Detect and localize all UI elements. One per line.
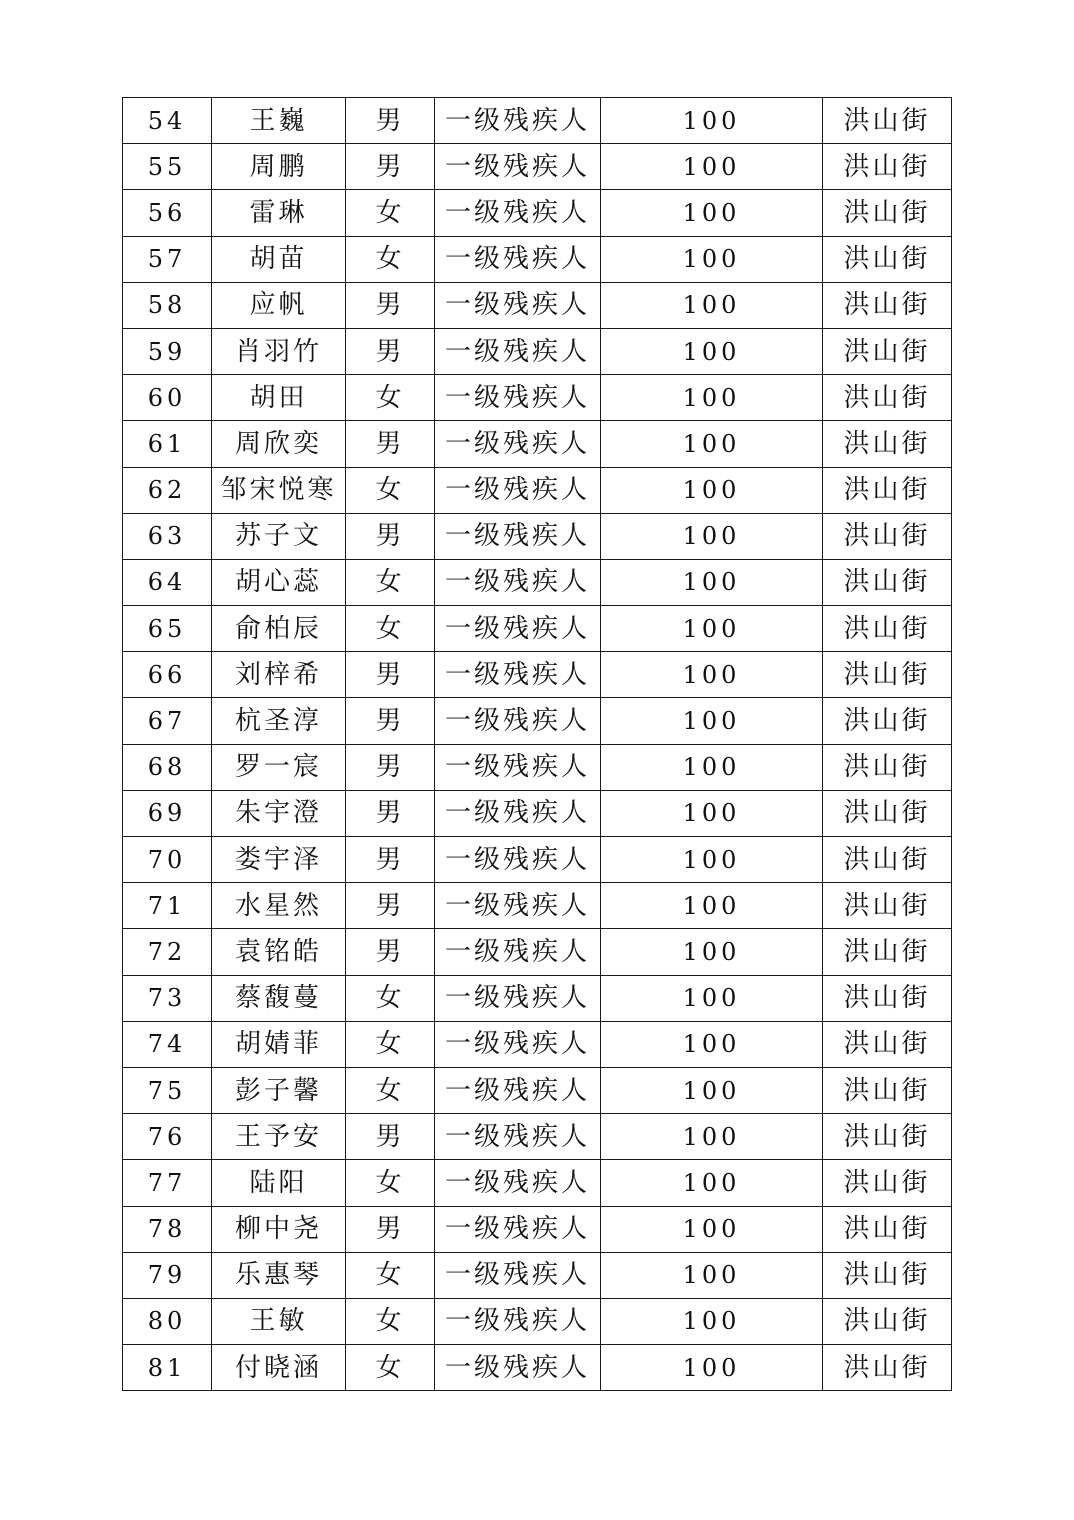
gender-cell: 女 xyxy=(346,190,435,236)
row-number-cell: 77 xyxy=(123,1160,212,1206)
amount-cell: 100 xyxy=(601,1206,823,1252)
table-row xyxy=(123,513,952,559)
gender-cell: 男 xyxy=(346,144,435,190)
category-cell: 一级残疾人 xyxy=(435,1252,601,1298)
gender-cell: 男 xyxy=(346,1206,435,1252)
table-row xyxy=(123,698,952,744)
table-row xyxy=(123,236,952,282)
name-cell: 蔡馥蔓 xyxy=(212,975,346,1021)
name-cell: 杭圣淳 xyxy=(212,698,346,744)
category-cell: 一级残疾人 xyxy=(435,606,601,652)
row-number-cell: 70 xyxy=(123,837,212,883)
category-cell: 一级残疾人 xyxy=(435,421,601,467)
area-cell: 洪山街 xyxy=(823,975,952,1021)
amount-cell: 100 xyxy=(601,1067,823,1113)
table-row xyxy=(123,975,952,1021)
area-cell: 洪山街 xyxy=(823,790,952,836)
row-number-cell: 78 xyxy=(123,1206,212,1252)
name-cell: 王敏 xyxy=(212,1298,346,1344)
area-cell: 洪山街 xyxy=(823,1345,952,1391)
table-row xyxy=(123,1160,952,1206)
gender-cell: 女 xyxy=(346,1298,435,1344)
table-row xyxy=(123,606,952,652)
gender-cell: 女 xyxy=(346,375,435,421)
category-cell: 一级残疾人 xyxy=(435,513,601,559)
category-cell: 一级残疾人 xyxy=(435,98,601,144)
row-number-cell: 68 xyxy=(123,744,212,790)
gender-cell: 女 xyxy=(346,467,435,513)
amount-cell: 100 xyxy=(601,190,823,236)
name-cell: 雷琳 xyxy=(212,190,346,236)
table-row xyxy=(123,375,952,421)
amount-cell: 100 xyxy=(601,1021,823,1067)
category-cell: 一级残疾人 xyxy=(435,559,601,605)
row-number-cell: 69 xyxy=(123,790,212,836)
area-cell: 洪山街 xyxy=(823,1252,952,1298)
amount-cell: 100 xyxy=(601,98,823,144)
table-row xyxy=(123,1114,952,1160)
gender-cell: 女 xyxy=(346,1067,435,1113)
area-cell: 洪山街 xyxy=(823,698,952,744)
category-cell: 一级残疾人 xyxy=(435,1345,601,1391)
table-row xyxy=(123,98,952,144)
table-row xyxy=(123,421,952,467)
amount-cell: 100 xyxy=(601,790,823,836)
name-cell: 王予安 xyxy=(212,1114,346,1160)
category-cell: 一级残疾人 xyxy=(435,698,601,744)
name-cell: 胡田 xyxy=(212,375,346,421)
row-number-cell: 71 xyxy=(123,883,212,929)
roster-table-body xyxy=(123,98,952,1391)
table-row xyxy=(123,652,952,698)
table-row xyxy=(123,282,952,328)
name-cell: 周鹏 xyxy=(212,144,346,190)
amount-cell: 100 xyxy=(601,513,823,559)
row-number-cell: 73 xyxy=(123,975,212,1021)
name-cell: 俞柏辰 xyxy=(212,606,346,652)
amount-cell: 100 xyxy=(601,1345,823,1391)
name-cell: 王巍 xyxy=(212,98,346,144)
amount-cell: 100 xyxy=(601,421,823,467)
row-number-cell: 65 xyxy=(123,606,212,652)
table-row xyxy=(123,190,952,236)
category-cell: 一级残疾人 xyxy=(435,467,601,513)
amount-cell: 100 xyxy=(601,1298,823,1344)
row-number-cell: 60 xyxy=(123,375,212,421)
category-cell: 一级残疾人 xyxy=(435,1067,601,1113)
amount-cell: 100 xyxy=(601,328,823,374)
table-row xyxy=(123,144,952,190)
amount-cell: 100 xyxy=(601,975,823,1021)
table-row xyxy=(123,744,952,790)
category-cell: 一级残疾人 xyxy=(435,883,601,929)
row-number-cell: 72 xyxy=(123,929,212,975)
name-cell: 胡婧菲 xyxy=(212,1021,346,1067)
gender-cell: 女 xyxy=(346,1021,435,1067)
table-row xyxy=(123,929,952,975)
row-number-cell: 63 xyxy=(123,513,212,559)
category-cell: 一级残疾人 xyxy=(435,975,601,1021)
area-cell: 洪山街 xyxy=(823,513,952,559)
category-cell: 一级残疾人 xyxy=(435,837,601,883)
amount-cell: 100 xyxy=(601,883,823,929)
table-row xyxy=(123,1252,952,1298)
amount-cell: 100 xyxy=(601,559,823,605)
gender-cell: 男 xyxy=(346,929,435,975)
row-number-cell: 64 xyxy=(123,559,212,605)
category-cell: 一级残疾人 xyxy=(435,282,601,328)
gender-cell: 男 xyxy=(346,282,435,328)
gender-cell: 女 xyxy=(346,559,435,605)
gender-cell: 女 xyxy=(346,975,435,1021)
table-row xyxy=(123,1206,952,1252)
name-cell: 乐惠琴 xyxy=(212,1252,346,1298)
category-cell: 一级残疾人 xyxy=(435,790,601,836)
area-cell: 洪山街 xyxy=(823,744,952,790)
name-cell: 胡苗 xyxy=(212,236,346,282)
area-cell: 洪山街 xyxy=(823,375,952,421)
amount-cell: 100 xyxy=(601,606,823,652)
name-cell: 水星然 xyxy=(212,883,346,929)
amount-cell: 100 xyxy=(601,1114,823,1160)
gender-cell: 男 xyxy=(346,328,435,374)
category-cell: 一级残疾人 xyxy=(435,1021,601,1067)
gender-cell: 女 xyxy=(346,1160,435,1206)
gender-cell: 男 xyxy=(346,883,435,929)
gender-cell: 男 xyxy=(346,98,435,144)
row-number-cell: 61 xyxy=(123,421,212,467)
amount-cell: 100 xyxy=(601,929,823,975)
row-number-cell: 55 xyxy=(123,144,212,190)
name-cell: 肖羽竹 xyxy=(212,328,346,374)
row-number-cell: 59 xyxy=(123,328,212,374)
row-number-cell: 76 xyxy=(123,1114,212,1160)
table-row xyxy=(123,1345,952,1391)
category-cell: 一级残疾人 xyxy=(435,144,601,190)
row-number-cell: 54 xyxy=(123,98,212,144)
area-cell: 洪山街 xyxy=(823,837,952,883)
name-cell: 袁铭皓 xyxy=(212,929,346,975)
table-row xyxy=(123,1298,952,1344)
name-cell: 周欣奕 xyxy=(212,421,346,467)
name-cell: 邹宋悦寒 xyxy=(212,467,346,513)
category-cell: 一级残疾人 xyxy=(435,1206,601,1252)
category-cell: 一级残疾人 xyxy=(435,652,601,698)
row-number-cell: 57 xyxy=(123,236,212,282)
name-cell: 付晓涵 xyxy=(212,1345,346,1391)
name-cell: 娄宇泽 xyxy=(212,837,346,883)
gender-cell: 男 xyxy=(346,1114,435,1160)
amount-cell: 100 xyxy=(601,652,823,698)
table-row xyxy=(123,790,952,836)
area-cell: 洪山街 xyxy=(823,606,952,652)
category-cell: 一级残疾人 xyxy=(435,929,601,975)
category-cell: 一级残疾人 xyxy=(435,236,601,282)
row-number-cell: 80 xyxy=(123,1298,212,1344)
category-cell: 一级残疾人 xyxy=(435,328,601,374)
name-cell: 朱宇澄 xyxy=(212,790,346,836)
gender-cell: 男 xyxy=(346,837,435,883)
area-cell: 洪山街 xyxy=(823,1114,952,1160)
name-cell: 柳中尧 xyxy=(212,1206,346,1252)
area-cell: 洪山街 xyxy=(823,144,952,190)
category-cell: 一级残疾人 xyxy=(435,375,601,421)
area-cell: 洪山街 xyxy=(823,1067,952,1113)
gender-cell: 男 xyxy=(346,421,435,467)
name-cell: 应帆 xyxy=(212,282,346,328)
area-cell: 洪山街 xyxy=(823,883,952,929)
area-cell: 洪山街 xyxy=(823,467,952,513)
table-row xyxy=(123,1067,952,1113)
gender-cell: 女 xyxy=(346,1252,435,1298)
area-cell: 洪山街 xyxy=(823,652,952,698)
area-cell: 洪山街 xyxy=(823,559,952,605)
amount-cell: 100 xyxy=(601,698,823,744)
area-cell: 洪山街 xyxy=(823,1021,952,1067)
area-cell: 洪山街 xyxy=(823,98,952,144)
amount-cell: 100 xyxy=(601,236,823,282)
amount-cell: 100 xyxy=(601,144,823,190)
gender-cell: 女 xyxy=(346,1345,435,1391)
area-cell: 洪山街 xyxy=(823,929,952,975)
name-cell: 陆阳 xyxy=(212,1160,346,1206)
table-row xyxy=(123,328,952,374)
gender-cell: 男 xyxy=(346,744,435,790)
gender-cell: 女 xyxy=(346,236,435,282)
category-cell: 一级残疾人 xyxy=(435,1298,601,1344)
area-cell: 洪山街 xyxy=(823,236,952,282)
area-cell: 洪山街 xyxy=(823,1298,952,1344)
gender-cell: 男 xyxy=(346,698,435,744)
gender-cell: 男 xyxy=(346,513,435,559)
roster-table xyxy=(122,97,952,1391)
category-cell: 一级残疾人 xyxy=(435,744,601,790)
row-number-cell: 58 xyxy=(123,282,212,328)
row-number-cell: 81 xyxy=(123,1345,212,1391)
gender-cell: 女 xyxy=(346,606,435,652)
name-cell: 彭子馨 xyxy=(212,1067,346,1113)
name-cell: 胡心蕊 xyxy=(212,559,346,605)
gender-cell: 男 xyxy=(346,652,435,698)
table-row xyxy=(123,837,952,883)
amount-cell: 100 xyxy=(601,837,823,883)
table-row xyxy=(123,883,952,929)
row-number-cell: 56 xyxy=(123,190,212,236)
area-cell: 洪山街 xyxy=(823,282,952,328)
amount-cell: 100 xyxy=(601,744,823,790)
row-number-cell: 62 xyxy=(123,467,212,513)
area-cell: 洪山街 xyxy=(823,328,952,374)
area-cell: 洪山街 xyxy=(823,190,952,236)
row-number-cell: 66 xyxy=(123,652,212,698)
amount-cell: 100 xyxy=(601,1252,823,1298)
row-number-cell: 74 xyxy=(123,1021,212,1067)
category-cell: 一级残疾人 xyxy=(435,190,601,236)
name-cell: 刘梓希 xyxy=(212,652,346,698)
table-row xyxy=(123,559,952,605)
category-cell: 一级残疾人 xyxy=(435,1114,601,1160)
area-cell: 洪山街 xyxy=(823,1206,952,1252)
gender-cell: 男 xyxy=(346,790,435,836)
area-cell: 洪山街 xyxy=(823,421,952,467)
category-cell: 一级残疾人 xyxy=(435,1160,601,1206)
row-number-cell: 79 xyxy=(123,1252,212,1298)
amount-cell: 100 xyxy=(601,467,823,513)
name-cell: 苏子文 xyxy=(212,513,346,559)
row-number-cell: 67 xyxy=(123,698,212,744)
name-cell: 罗一宸 xyxy=(212,744,346,790)
amount-cell: 100 xyxy=(601,282,823,328)
row-number-cell: 75 xyxy=(123,1067,212,1113)
table-row xyxy=(123,467,952,513)
amount-cell: 100 xyxy=(601,1160,823,1206)
amount-cell: 100 xyxy=(601,375,823,421)
area-cell: 洪山街 xyxy=(823,1160,952,1206)
table-row xyxy=(123,1021,952,1067)
